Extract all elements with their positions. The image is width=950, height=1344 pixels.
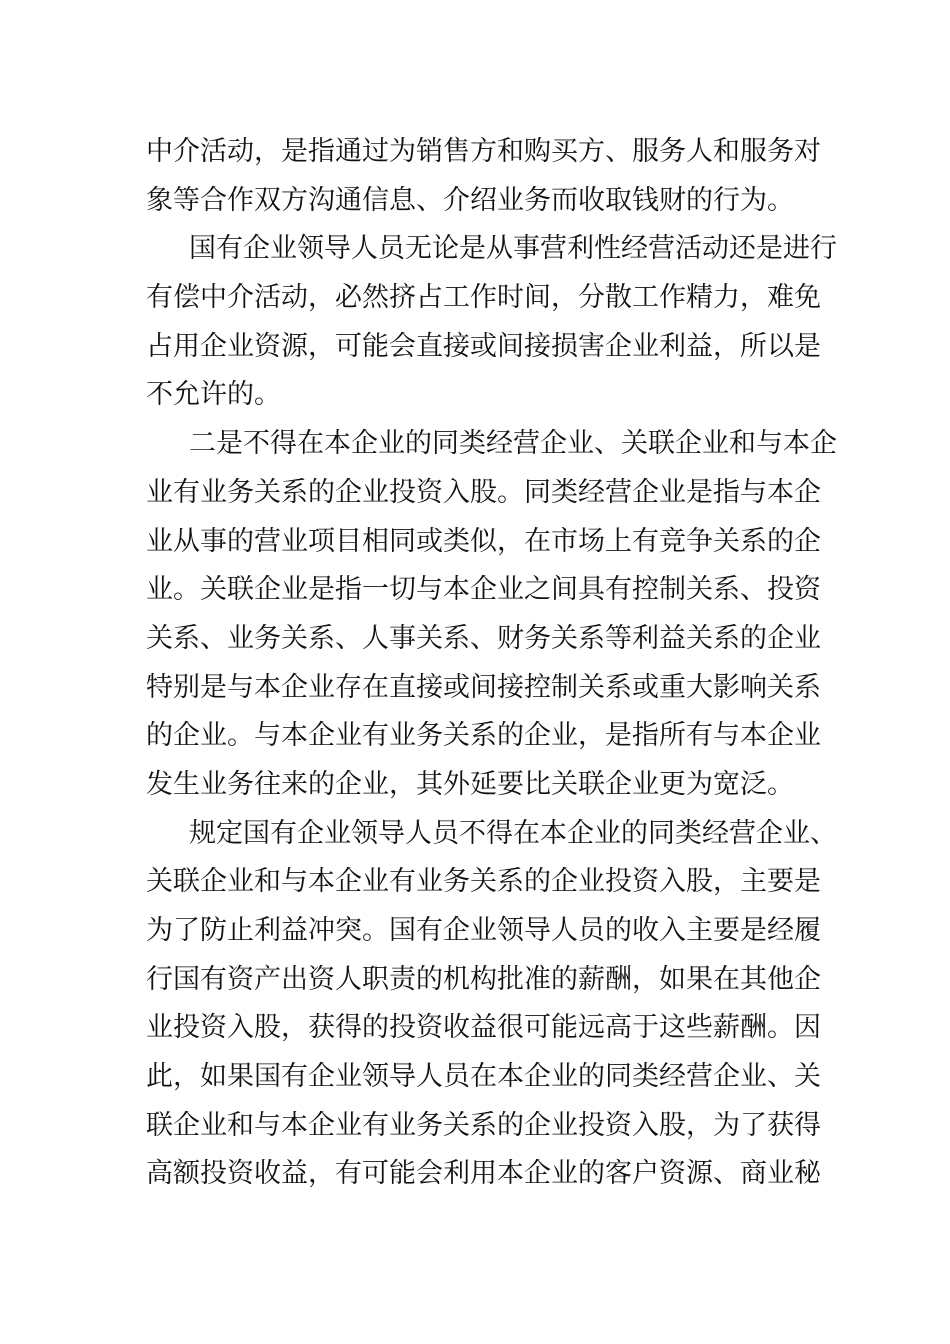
paragraph-1 [146,128,821,225]
text-line: 关联企业和与本企业有业务关系的企业投资入股，主要是 [146,866,821,898]
text-line: 此，如果国有企业领导人员在本企业的同类经营企业、关 [146,1061,821,1093]
text-line: 有偿中介活动，必然挤占工作时间，分散工作精力，难免 [146,282,821,314]
text-line: 规定国有企业领导人员不得在本企业的同类经营企业、 [189,817,837,849]
paragraph-4 [146,810,837,1200]
text-line: 行国有资产出资人职责的机构批准的薪酬，如果在其他企 [146,963,821,995]
text-line: 不允许的。 [146,379,281,411]
text-line: 业。关联企业是指一切与本企业之间具有控制关系、投资 [146,574,821,606]
text-line: 发生业务往来的企业，其外延要比关联企业更为宽泛。 [146,768,794,800]
text-line: 为了防止利益冲突。国有企业领导人员的收入主要是经履 [146,915,821,946]
text-line: 业投资入股，获得的投资收益很可能远高于这些薪酬。因 [146,1012,821,1044]
text-line: 特别是与本企业存在直接或间接控制关系或重大影响关系 [146,671,821,703]
text-line: 联企业和与本企业有业务关系的企业投资入股，为了获得 [146,1109,821,1141]
text-line: 业有业务关系的企业投资入股。同类经营企业是指与本企 [146,476,821,508]
text-line: 中介活动，是指通过为销售方和购买方、服务人和服务对 [146,136,821,167]
text-line: 的企业。与本企业有业务关系的企业，是指所有与本企业 [146,720,821,752]
text-line: 占用企业资源，可能会直接或间接损害企业利益，所以是 [146,330,821,362]
paragraph-2 [146,225,837,420]
document-body [146,128,837,1199]
text-line: 二是不得在本企业的同类经营企业、关联企业和与本企 [189,428,837,460]
text-line: 国有企业领导人员无论是从事营利性经营活动还是进行 [189,233,837,265]
paragraph-3 [146,420,837,810]
text-line: 高额投资收益，有可能会利用本企业的客户资源、商业秘 [146,1158,821,1190]
text-line: 关系、业务关系、人事关系、财务关系等利益关系的企业 [146,622,821,654]
text-line: 象等合作双方沟通信息、介绍业务而收取钱财的行为。 [146,184,794,216]
text-line: 业从事的营业项目相同或类似，在市场上有竞争关系的企 [146,525,821,557]
